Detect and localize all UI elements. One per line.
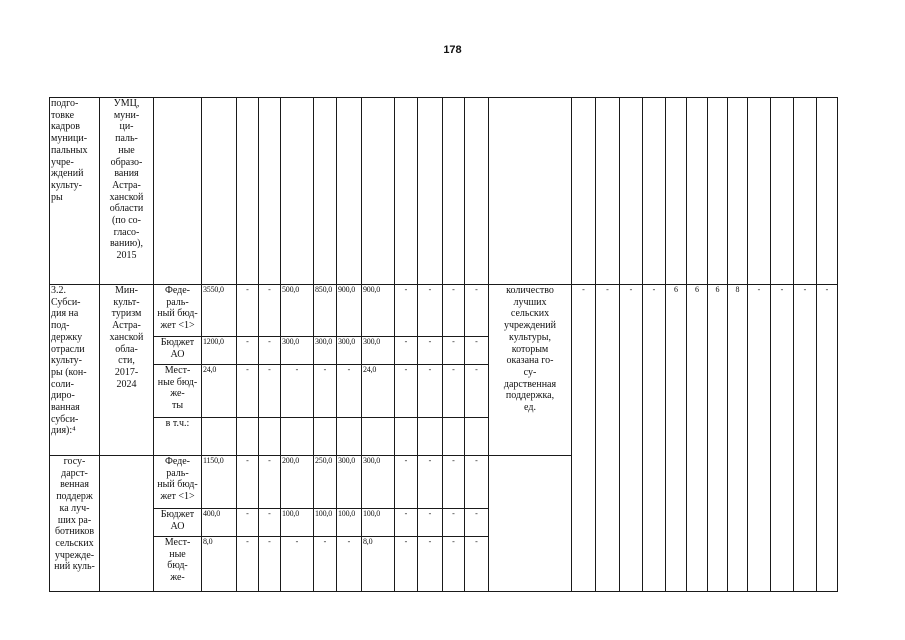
year-value: 8,0: [362, 537, 395, 592]
year-value: -: [259, 337, 281, 365]
year-value: -: [418, 337, 443, 365]
year-value: 300,0: [362, 337, 395, 365]
funding-source: Феде- раль- ный бюд- жет <1>: [154, 285, 202, 337]
total-value: 8,0: [202, 537, 237, 592]
total-value: 400,0: [202, 509, 237, 537]
year-value: 300,0: [337, 456, 362, 509]
year-value: -: [418, 456, 443, 509]
table-row: [50, 98, 838, 285]
funding-source: Бюджет АО: [154, 337, 202, 365]
year-value: -: [259, 365, 281, 418]
year-value: -: [259, 285, 281, 337]
indicator-value: -: [572, 285, 596, 592]
indicator-value: 6: [708, 285, 728, 592]
year-value: -: [443, 365, 465, 418]
funding-source: Мест- ные бюд- же- ты: [154, 365, 202, 418]
indicator-value: -: [620, 285, 643, 592]
indicator-value: -: [794, 285, 817, 592]
year-value: 200,0: [281, 456, 314, 509]
indicator-value: -: [596, 285, 620, 592]
year-value: -: [314, 365, 337, 418]
year-value: -: [418, 365, 443, 418]
year-value: -: [418, 285, 443, 337]
year-value: 300,0: [337, 337, 362, 365]
activity-cell: 3.2. Субси- дия на под- держку отрасли культу- ры (кон- соли- диро- ванная субси- дия):⁴: [50, 285, 100, 456]
year-value: -: [395, 509, 418, 537]
total-value: 3550,0: [202, 285, 237, 337]
year-value: -: [465, 509, 489, 537]
year-value: -: [465, 456, 489, 509]
year-value: -: [395, 365, 418, 418]
year-value: 100,0: [362, 509, 395, 537]
year-value: -: [237, 285, 259, 337]
year-value: 900,0: [337, 285, 362, 337]
year-value: -: [237, 337, 259, 365]
year-value: 300,0: [281, 337, 314, 365]
total-value: 1200,0: [202, 337, 237, 365]
total-value: 1150,0: [202, 456, 237, 509]
year-value: -: [237, 509, 259, 537]
year-value: 24,0: [362, 365, 395, 418]
year-value: -: [337, 537, 362, 592]
year-value: -: [443, 285, 465, 337]
indicator-value: 8: [728, 285, 748, 592]
year-value: -: [443, 537, 465, 592]
executor-cell: УМЦ, муни- ци- паль- ные образо- вания Астра- ханской области (по со- гласо- ванию), 2015: [100, 98, 154, 285]
executor-cell: Мин- культ- туризм Астра- ханской обла- сти, 2017- 2024: [100, 285, 154, 456]
year-value: -: [443, 337, 465, 365]
year-value: -: [259, 537, 281, 592]
year-value: -: [395, 537, 418, 592]
year-value: -: [395, 285, 418, 337]
total-value: 24,0: [202, 365, 237, 418]
funding-source: в т.ч.:: [154, 418, 202, 456]
year-value: -: [418, 509, 443, 537]
year-value: -: [465, 337, 489, 365]
year-value: -: [465, 365, 489, 418]
year-value: 100,0: [281, 509, 314, 537]
funding-source: Мест- ные бюд- же-: [154, 537, 202, 592]
year-value: -: [237, 365, 259, 418]
year-value: -: [395, 456, 418, 509]
executor-cell: [100, 456, 154, 592]
year-value: 850,0: [314, 285, 337, 337]
funding-source: Бюджет АО: [154, 509, 202, 537]
year-value: -: [259, 456, 281, 509]
year-value: 100,0: [314, 509, 337, 537]
year-value: -: [465, 537, 489, 592]
indicator-cell: количество лучших сельских учреждений культуры, которым оказана го- су- дарственная поддержка, ед.: [489, 285, 572, 456]
indicator-value: -: [771, 285, 794, 592]
page-number: 178: [443, 44, 462, 56]
year-value: -: [418, 537, 443, 592]
year-value: 300,0: [362, 456, 395, 509]
year-value: -: [281, 365, 314, 418]
indicator-value: -: [643, 285, 666, 592]
year-value: -: [281, 537, 314, 592]
year-value: -: [443, 509, 465, 537]
year-value: -: [337, 365, 362, 418]
funding-source: Феде- раль- ный бюд- жет <1>: [154, 456, 202, 509]
table-row: [50, 285, 838, 337]
year-value: 300,0: [314, 337, 337, 365]
year-value: -: [237, 456, 259, 509]
year-value: 900,0: [362, 285, 395, 337]
activity-cell: госу- дарст- венная поддерж ка луч- ших ра- ботников сельских учрежде- ний куль-: [50, 456, 100, 592]
indicator-value: -: [748, 285, 771, 592]
year-value: 500,0: [281, 285, 314, 337]
indicator-value: 6: [666, 285, 687, 592]
program-table: [49, 97, 838, 592]
activity-cell: подго- товке кадров муници- пальных учре- ждений культу- ры: [50, 98, 100, 285]
year-value: -: [465, 285, 489, 337]
year-value: -: [314, 537, 337, 592]
year-value: 100,0: [337, 509, 362, 537]
year-value: -: [259, 509, 281, 537]
indicator-cell: [489, 456, 572, 592]
year-value: -: [395, 337, 418, 365]
year-value: -: [237, 537, 259, 592]
indicator-value: 6: [687, 285, 708, 592]
indicator-value: -: [817, 285, 838, 592]
year-value: -: [443, 456, 465, 509]
year-value: 250,0: [314, 456, 337, 509]
